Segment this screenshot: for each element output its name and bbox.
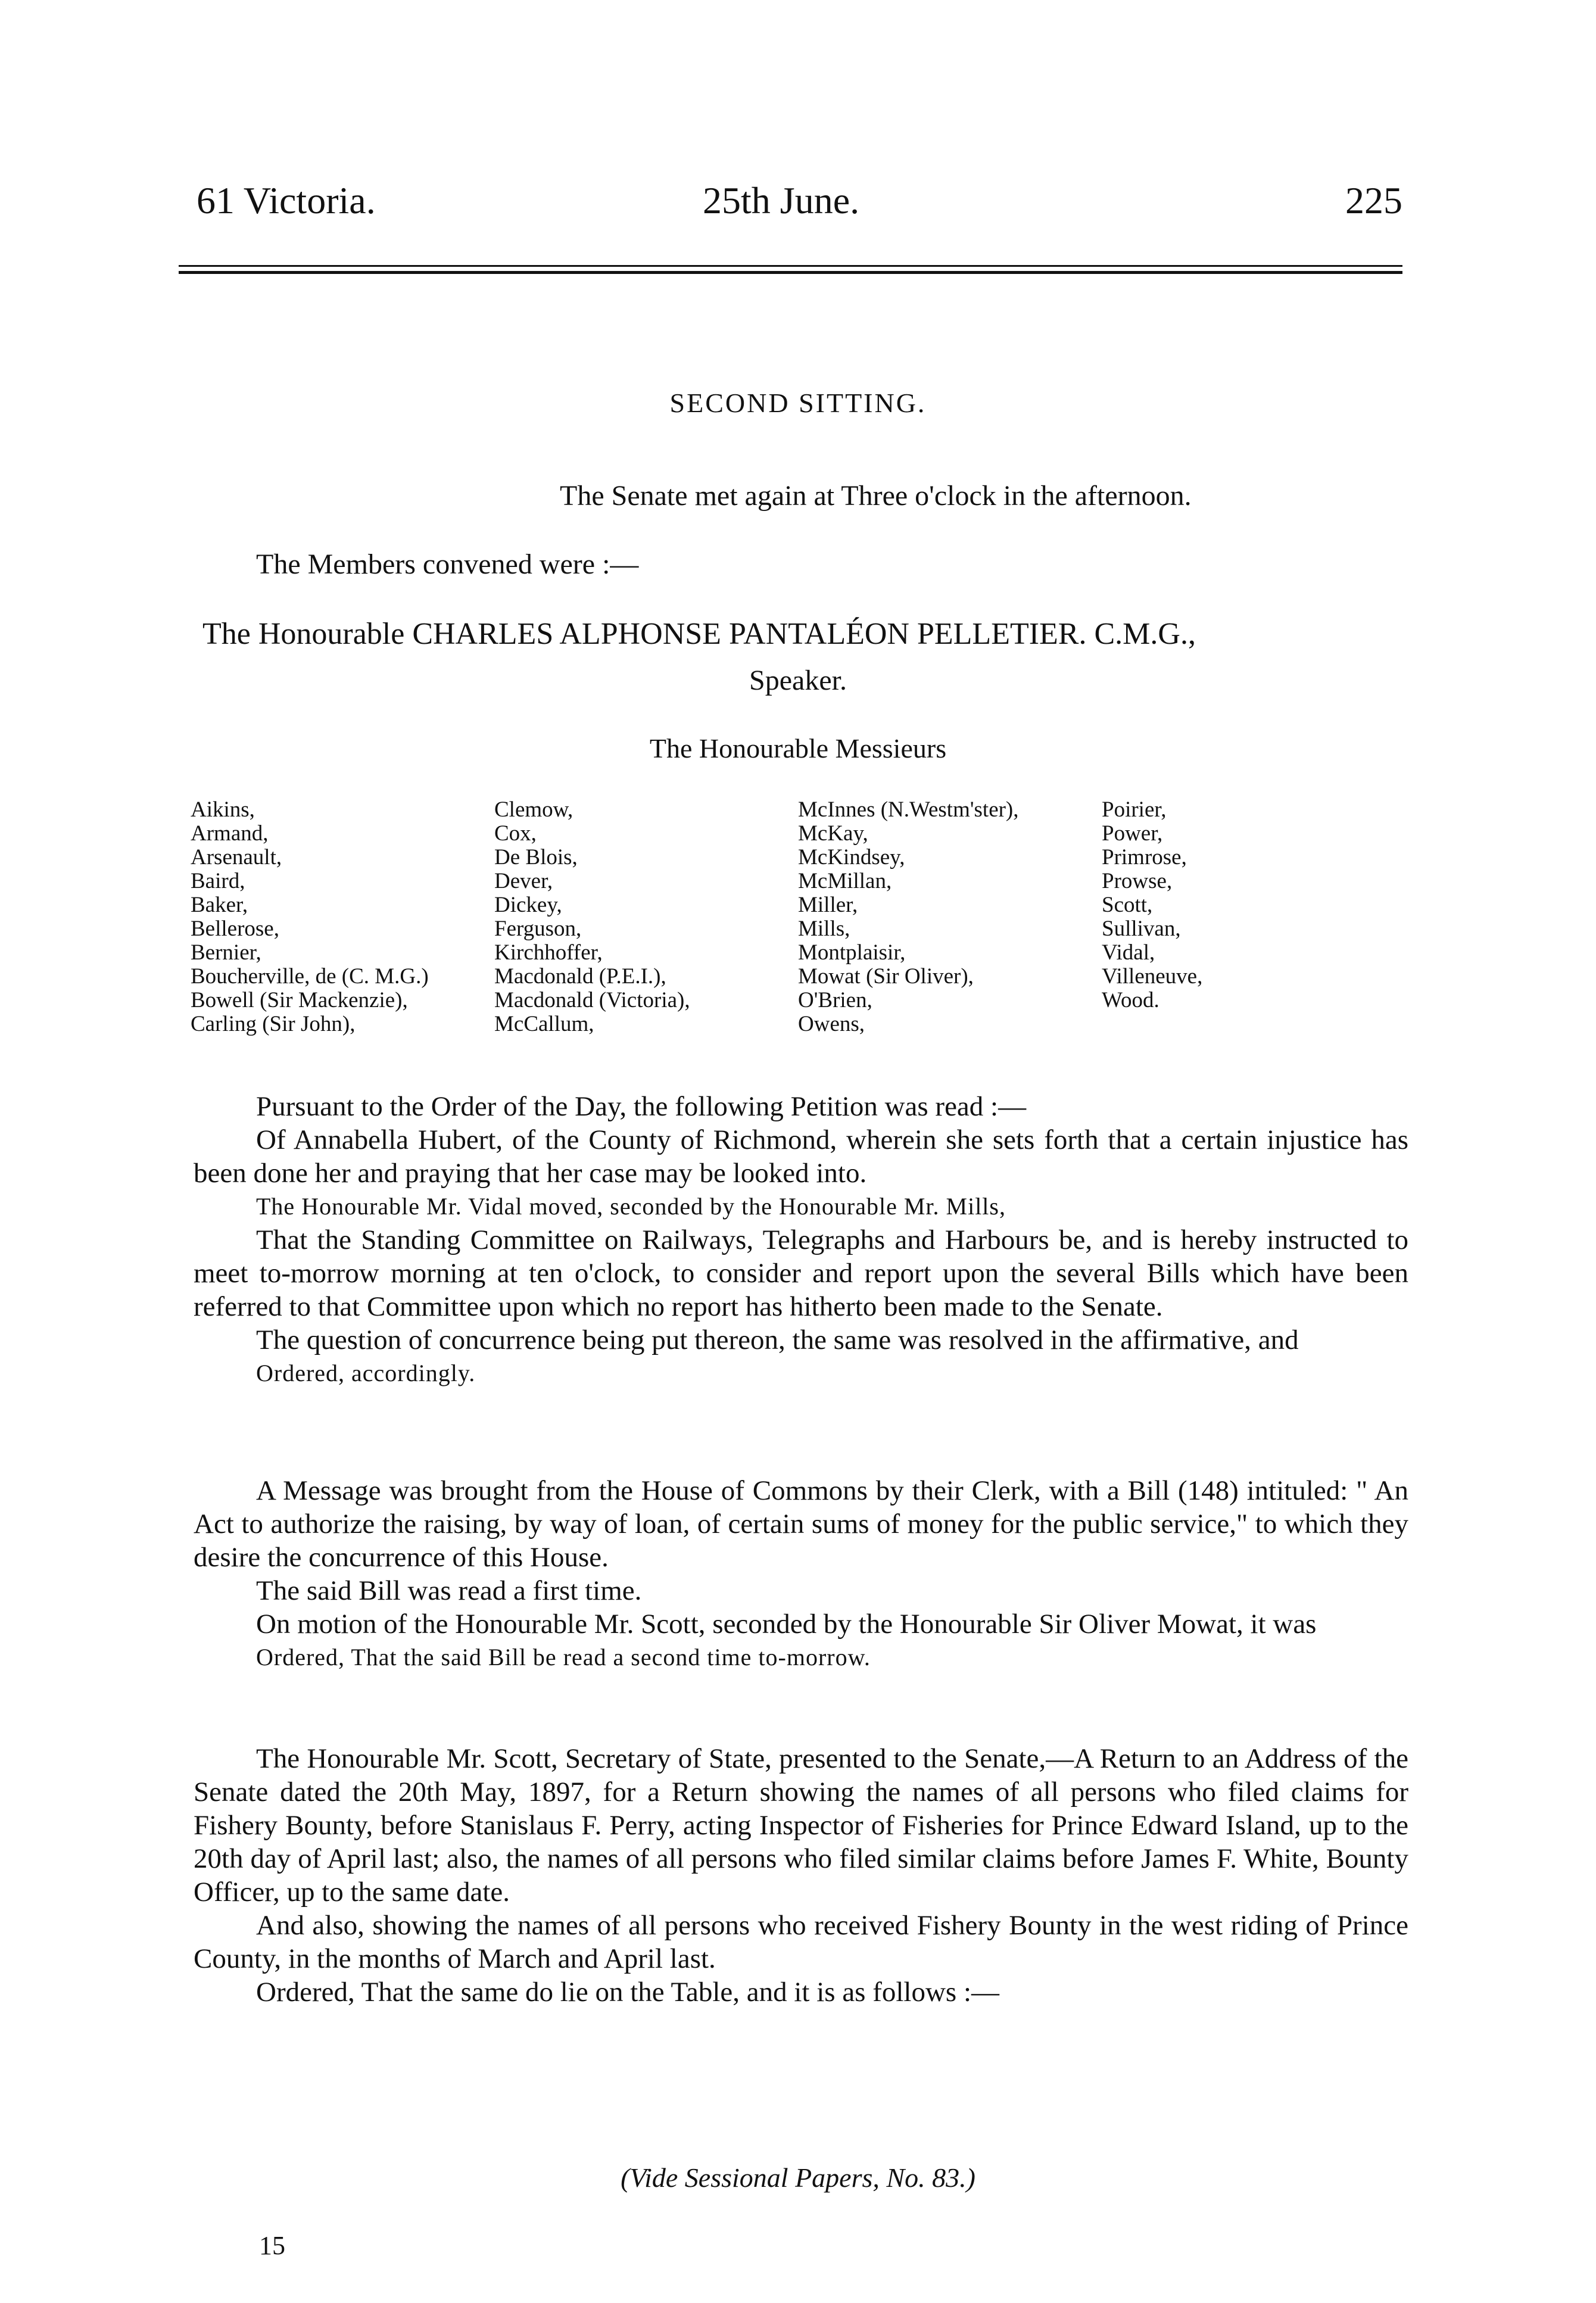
senate-met-line: The Senate met again at Three o'clock in the afternoon.	[560, 480, 1192, 512]
speaker-role: Speaker.	[749, 665, 847, 696]
member-name: Mowat (Sir Oliver),	[798, 964, 974, 989]
member-name: Power,	[1102, 821, 1163, 846]
header-rule-bottom	[179, 271, 1402, 274]
member-name: McCallum,	[494, 1012, 594, 1036]
petition-text: Of Annabella Hubert, of the County of Richmond, wherein she sets forth that a certain injustice has been done her and praying that her case may be looked into.	[194, 1124, 1408, 1189]
member-name: Montplaisir,	[798, 940, 906, 965]
header-rule-top	[179, 265, 1402, 267]
members-column-2	[494, 798, 690, 1036]
header-regnal-year: 61 Victoria.	[197, 179, 376, 222]
motion-scott: On motion of the Honourable Mr. Scott, seconded by the Honourable Sir Oliver Mowat, it was	[256, 1609, 1317, 1640]
member-name: Mills,	[798, 917, 850, 941]
member-name: Macdonald (P.E.I.),	[494, 964, 666, 989]
concurrence-text: The question of concurrence being put thereon, the same was resolved in the affirmative, and	[256, 1325, 1299, 1355]
member-name: Carling (Sir John),	[191, 1012, 356, 1036]
member-name: Clemow,	[494, 797, 573, 822]
member-name: O'Brien,	[798, 988, 872, 1012]
members-column-4	[1102, 798, 1202, 1012]
ordered-accordingly: Ordered, accordingly.	[256, 1360, 476, 1386]
table-order: Ordered, That the same do lie on the Table, and it is as follows :—	[256, 1977, 1000, 2008]
sitting-title: SECOND SITTING.	[669, 388, 927, 418]
messieurs-heading: The Honourable Messieurs	[649, 733, 947, 763]
motion-line: The Honourable Mr. Vidal moved, seconded by the Honourable Mr. Mills,	[256, 1193, 1006, 1220]
member-name: Cox,	[494, 821, 537, 846]
member-name: Macdonald (Victoria),	[494, 988, 690, 1012]
member-name: Dever,	[494, 869, 553, 893]
member-name: Baker,	[191, 893, 248, 917]
signature-mark: 15	[259, 2231, 285, 2260]
member-name: Boucherville, de (C. M.G.)	[191, 964, 429, 989]
first-reading: The said Bill was read a first time.	[256, 1575, 642, 1606]
member-name: Prowse,	[1102, 869, 1173, 893]
member-name: Arsenault,	[191, 845, 282, 870]
return-text: The Honourable Mr. Scott, Secretary of State, presented to the Senate,—A Return to an Address of the Senate dated the 20th May, 1897, for a Return showing the names of all persons who filed claims for Fishery Bounty, before Stanislaus F. Perry, acting Inspector of Fisheries for Prince Edward Island, up to the 20th day of April last; also, the names of all persons who filed similar claims before James F. White, Bounty Officer, up to the same date.	[194, 1743, 1408, 1908]
member-name: Bernier,	[191, 940, 261, 965]
member-name: Bellerose,	[191, 917, 279, 941]
commons-message-section	[194, 1474, 1408, 1674]
return-also: And also, showing the names of all persons who received Fishery Bounty in the west riding of Prince County, in the months of March and April last.	[194, 1910, 1408, 1974]
member-name: Poirier,	[1102, 797, 1167, 822]
petition-intro: Pursuant to the Order of the Day, the following Petition was read :—	[256, 1091, 1027, 1122]
member-name: McMillan,	[798, 869, 892, 893]
member-name: Owens,	[798, 1012, 865, 1036]
member-name: Wood.	[1102, 988, 1159, 1012]
return-section	[194, 1742, 1408, 2009]
member-name: McKay,	[798, 821, 868, 846]
member-name: De Blois,	[494, 845, 578, 870]
motion-text: That the Standing Committee on Railways, Telegraphs and Harbours be, and is hereby instructed to meet to-morrow morning at ten o'clock, to consider and report upon the several Bills which have been referred to that Committee upon which no report has hitherto been made to the Senate.	[194, 1224, 1408, 1322]
member-name: McKindsey,	[798, 845, 905, 870]
member-name: Kirchhoffer,	[494, 940, 603, 965]
petition-section	[194, 1090, 1408, 1390]
member-name: Vidal,	[1102, 940, 1155, 965]
members-column-1	[191, 798, 429, 1036]
running-header	[197, 179, 1402, 226]
sessional-papers-reference: (Vide Sessional Papers, No. 83.)	[621, 2162, 975, 2193]
member-name: Bowell (Sir Mackenzie),	[191, 988, 408, 1012]
members-convened-line: The Members convened were :—	[256, 549, 639, 580]
member-name: McInnes (N.Westm'ster),	[798, 797, 1019, 822]
member-name: Ferguson,	[494, 917, 582, 941]
member-name: Primrose,	[1102, 845, 1187, 870]
member-name: Aikins,	[191, 797, 255, 822]
member-name: Armand,	[191, 821, 269, 846]
member-name: Baird,	[191, 869, 245, 893]
header-page-number: 225	[1345, 179, 1402, 222]
header-date: 25th June.	[703, 179, 860, 222]
member-name: Scott,	[1102, 893, 1153, 917]
second-reading-order: Ordered, That the said Bill be read a second time to-morrow.	[256, 1644, 871, 1671]
message-text: A Message was brought from the House of Commons by their Clerk, with a Bill (148) intituled: " An Act to authorize the raising, by way of loan, of certain sums of money for the public service," to which they desire the concurrence of this House.	[194, 1475, 1408, 1573]
member-name: Miller,	[798, 893, 858, 917]
member-name: Sullivan,	[1102, 917, 1181, 941]
members-column-3	[798, 798, 1019, 1036]
member-name: Villeneuve,	[1102, 964, 1203, 989]
member-name: Dickey,	[494, 893, 562, 917]
speaker-name: The Honourable CHARLES ALPHONSE PANTALÉON PELLETIER. C.M.G.,	[202, 617, 1196, 651]
